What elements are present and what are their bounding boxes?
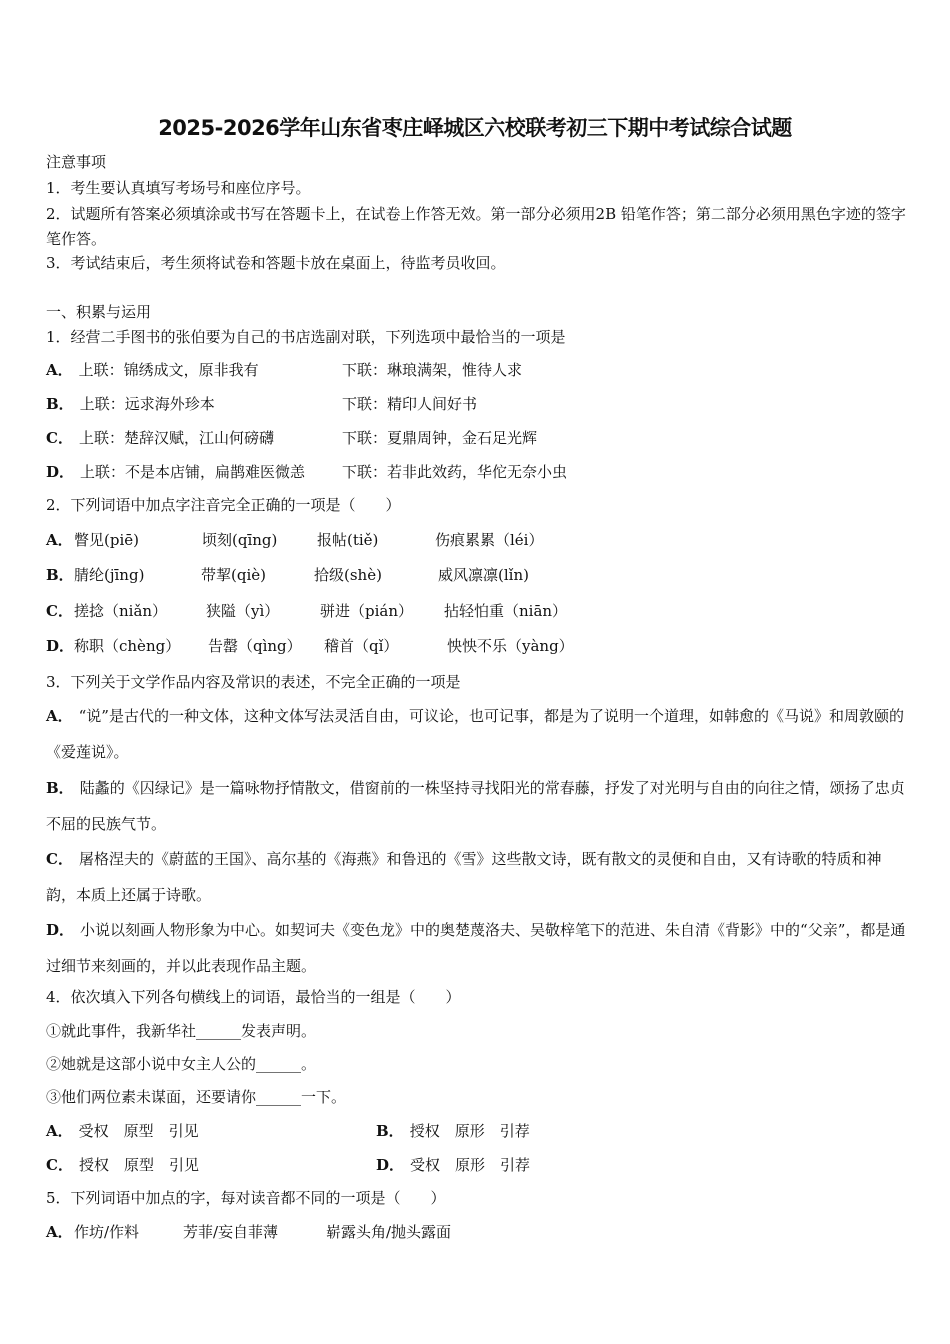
option-row (46, 360, 523, 380)
section-heading: 一、积累与运用 (46, 303, 152, 321)
option-label: C． (46, 602, 73, 620)
question-stem: 2．下列词语中加点字注音完全正确的一项是（ ） (46, 496, 401, 514)
word-item: 芳菲/妄自菲薄 (183, 1223, 279, 1241)
word-item: 顷刻(qīng) (202, 531, 278, 549)
option-label: D． (46, 637, 75, 655)
option-paragraph (46, 770, 908, 842)
option-label: C． (46, 850, 73, 868)
option-label: A． (46, 707, 73, 725)
option-text: 小说以刻画人物形象为中心。如契诃夫《变色龙》中的奥楚蔑洛夫、吴敬梓笔下的范进、朱自清《背影》中的“父亲”，都是通过细节来刻画的，并以此表现作品主题。 (46, 921, 906, 975)
option-label: A． (46, 1122, 73, 1140)
option-lower: 下联：精印人间好书 (342, 395, 478, 413)
word-item: 告罄（qìng） (208, 637, 302, 655)
option-paragraph (46, 698, 908, 770)
question-stem: 1．经营二手图书的张伯要为自己的书店选副对联，下列选项中最恰当的一项是 (46, 328, 566, 346)
option-label: B． (46, 566, 74, 584)
option-row (46, 394, 478, 414)
option-row (46, 565, 529, 585)
word-item: 怏怏不乐（yàng） (447, 637, 574, 655)
option-row (46, 636, 574, 656)
option-row (46, 530, 544, 550)
question-stem: 4．依次填入下列各句横线上的词语，最恰当的一组是（ ） (46, 988, 461, 1006)
option-paragraph (46, 841, 908, 913)
option-upper: 上联：锦绣成文，原非我有 (78, 361, 259, 379)
page-title: 2025-2026学年山东省枣庄峄城区六校联考初三下期中考试综合试题 (158, 116, 792, 140)
word-item: 称职（chèng） (74, 637, 181, 655)
word-item: 作坊/作料 (74, 1223, 140, 1241)
sentence: ①就此事件，我新华社______发表声明。 (46, 1022, 317, 1040)
option-label: C． (46, 429, 73, 447)
option-text: 受权 原形 引荐 (410, 1156, 531, 1174)
sentence: ③他们两位素未谋面，还要请你______一下。 (46, 1088, 347, 1106)
question-stem: 3．下列关于文学作品内容及常识的表述，不完全正确的一项是 (46, 673, 461, 691)
option-label: B． (46, 779, 74, 797)
option-lower: 下联：琳琅满架，惟待人求 (342, 361, 523, 379)
word-item: 拈轻怕重（niān） (444, 602, 568, 620)
option-row (46, 462, 568, 482)
option-label: D． (46, 921, 75, 939)
word-item: 稽首（qǐ） (324, 637, 399, 655)
option-text: 受权 原型 引见 (78, 1122, 199, 1140)
word-item: 拾级(shè) (314, 566, 382, 584)
option-paragraph (46, 912, 908, 984)
notice-heading: 注意事项 (46, 153, 107, 171)
option-lower: 下联：夏鼎周钟，金石足光辉 (342, 429, 538, 447)
option-text: 屠格涅夫的《蔚蓝的王国》、高尔基的《海燕》和鲁迅的《雪》这些散文诗，既有散文的灵便和自由，又有诗歌的特质和神韵，本质上还属于诗歌。 (46, 850, 882, 904)
option-label: D． (46, 463, 75, 481)
word-item: 带挈(qiè) (201, 566, 266, 584)
question-stem: 5．下列词语中加点的字，每对读音都不同的一项是（ ） (46, 1189, 446, 1207)
option-text: “说”是古代的一种文体，这种文体写法灵活自由，可议论，也可记事，都是为了说明一个道理，如韩愈的《马说》和周敦颐的《爱莲说》。 (46, 707, 904, 761)
word-item: 报帖(tiě) (317, 531, 379, 549)
option-text: 陆蠡的《囚绿记》是一篇咏物抒情散文，借窗前的一株坚持寻找阳光的常春藤，抒发了对光明与自由的向往之情，颂扬了忠贞不屈的民族气节。 (46, 779, 905, 833)
option-upper: 上联：远求海外珍本 (79, 395, 215, 413)
option-label: B． (46, 395, 74, 413)
word-item: 腈纶(jīng) (74, 566, 145, 584)
option-text: 授权 原型 引见 (78, 1156, 199, 1174)
option-right (376, 1155, 530, 1175)
option-label: A． (46, 361, 73, 379)
option-row (46, 1155, 531, 1175)
word-item: 狭隘（yì） (206, 602, 280, 620)
option-text: 授权 原形 引荐 (409, 1122, 530, 1140)
option-upper: 上联：楚辞汉赋，江山何磅礴 (78, 429, 274, 447)
notice-item: 2．试题所有答案必须填涂或书写在答题卡上，在试卷上作答无效。第一部分必须用2B 铅笔作答；第二部分必须用黑色字迹的签字笔作答。 (46, 205, 906, 248)
option-label: D． (376, 1156, 405, 1174)
notice-item: 3．考试结束后，考生须将试卷和答题卡放在桌面上，待监考员收回。 (46, 254, 506, 272)
option-row (46, 1222, 452, 1242)
sentence: ②她就是这部小说中女主人公的______。 (46, 1055, 317, 1073)
word-item: 崭露头角/抛头露面 (326, 1223, 452, 1241)
option-label: B． (376, 1122, 404, 1140)
option-row (46, 601, 568, 621)
word-item: 瞥见(piē) (74, 531, 139, 549)
option-row (46, 428, 538, 448)
option-row (46, 1121, 530, 1141)
word-item: 搓捻（niǎn） (74, 602, 168, 620)
option-right (376, 1121, 530, 1141)
option-upper: 上联：不是本店铺，扁鹊难医微恙 (80, 463, 306, 481)
word-item: 威风凛凛(lǐn) (438, 566, 529, 584)
notice-item: 1．考生要认真填写考场号和座位序号。 (46, 179, 311, 197)
word-item: 骈进（pián） (320, 602, 414, 620)
word-item: 伤痕累累（léi） (435, 531, 544, 549)
option-label: C． (46, 1156, 73, 1174)
option-lower: 下联：若非此效药，华佗无奈小虫 (342, 463, 568, 481)
option-label: A． (46, 1223, 73, 1241)
option-label: A． (46, 531, 73, 549)
